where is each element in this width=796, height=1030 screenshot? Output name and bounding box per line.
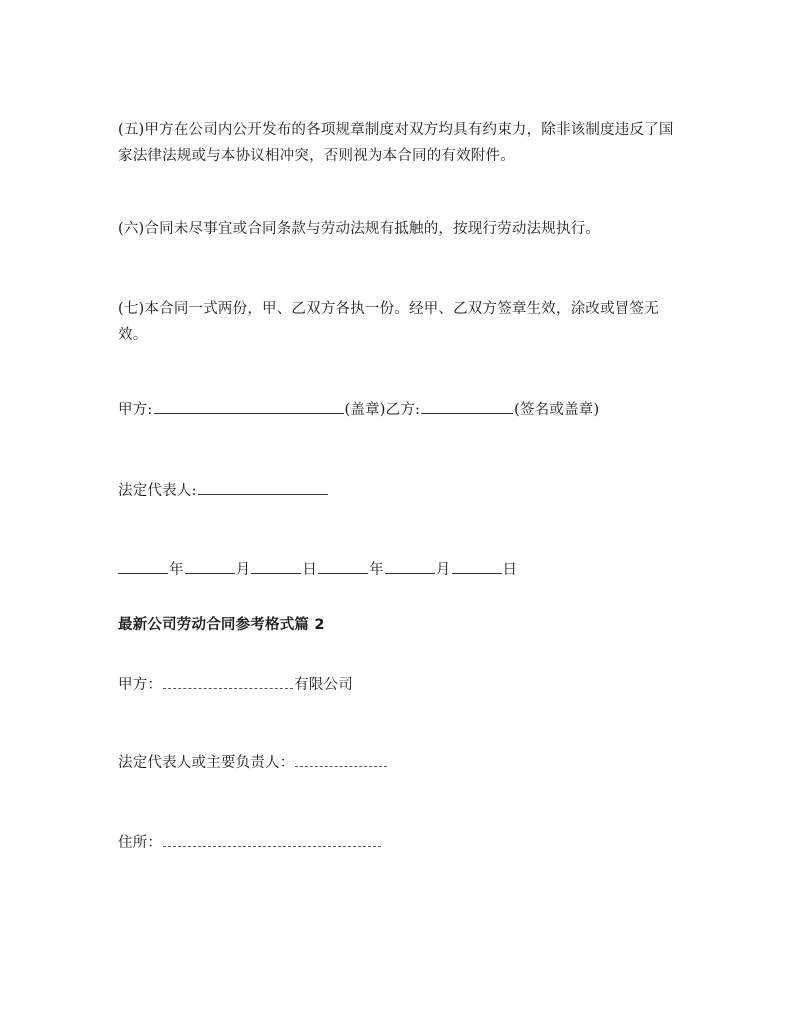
section-2-party-a-label: 甲方： bbox=[118, 677, 163, 693]
party-a-blank[interactable] bbox=[154, 398, 344, 414]
date-b-day-label: 日 bbox=[502, 562, 518, 578]
section-2-party-a-line bbox=[118, 672, 353, 698]
section-2-address-line bbox=[118, 830, 382, 856]
signature-line-parties bbox=[118, 397, 599, 423]
legal-rep-line bbox=[118, 478, 329, 504]
date-b-day-blank[interactable] bbox=[452, 558, 502, 574]
section-2-party-a-blank[interactable] bbox=[163, 673, 293, 689]
section-2-party-a-suffix: 有限公司 bbox=[294, 677, 353, 693]
section-2-legal-rep-label: 法定代表人或主要负责人： bbox=[118, 755, 295, 771]
date-a-month-blank[interactable] bbox=[185, 558, 235, 574]
party-b-seal-note: (签名或盖章) bbox=[514, 402, 600, 418]
section-2-legal-rep-blank[interactable] bbox=[295, 751, 387, 767]
date-b-year-label: 年 bbox=[369, 562, 384, 578]
legal-rep-label: 法定代表人: bbox=[118, 483, 197, 499]
date-b-month-blank[interactable] bbox=[385, 558, 435, 574]
party-b-label: 乙方: bbox=[385, 402, 421, 418]
date-a-year-label: 年 bbox=[169, 562, 184, 578]
clause-5: (五)甲方在公司内公开发布的各项规章制度对双方均具有约束力，除非该制度违反了国家法律法规或与本协议相冲突，否则视为本合同的有效附件。 bbox=[118, 122, 674, 164]
party-a-seal-note: (盖章) bbox=[344, 402, 386, 418]
clause-7: (七)本合同一式两份，甲、乙双方各执一份。经甲、乙双方签章生效，涂改或冒签无效。 bbox=[118, 301, 659, 343]
date-a-year-blank[interactable] bbox=[118, 558, 168, 574]
party-a-label: 甲方: bbox=[118, 402, 153, 418]
section-2-legal-rep-line bbox=[118, 750, 388, 776]
clause-6: (六)合同未尽事宜或合同条款与劳动法规有抵触的，按现行劳动法规执行。 bbox=[118, 221, 601, 237]
date-line bbox=[118, 557, 517, 583]
date-b-year-blank[interactable] bbox=[318, 558, 368, 574]
date-a-day-blank[interactable] bbox=[251, 558, 301, 574]
section-2-address-label: 住所： bbox=[118, 835, 163, 851]
date-a-month-label: 月 bbox=[235, 562, 251, 578]
section-2-heading: 最新公司劳动合同参考格式篇 2 bbox=[118, 617, 325, 633]
legal-rep-blank[interactable] bbox=[198, 479, 328, 495]
section-2-address-blank[interactable] bbox=[163, 831, 381, 847]
date-a-day-label: 日 bbox=[302, 562, 318, 578]
date-b-month-label: 月 bbox=[435, 562, 451, 578]
party-b-blank[interactable] bbox=[421, 398, 513, 414]
